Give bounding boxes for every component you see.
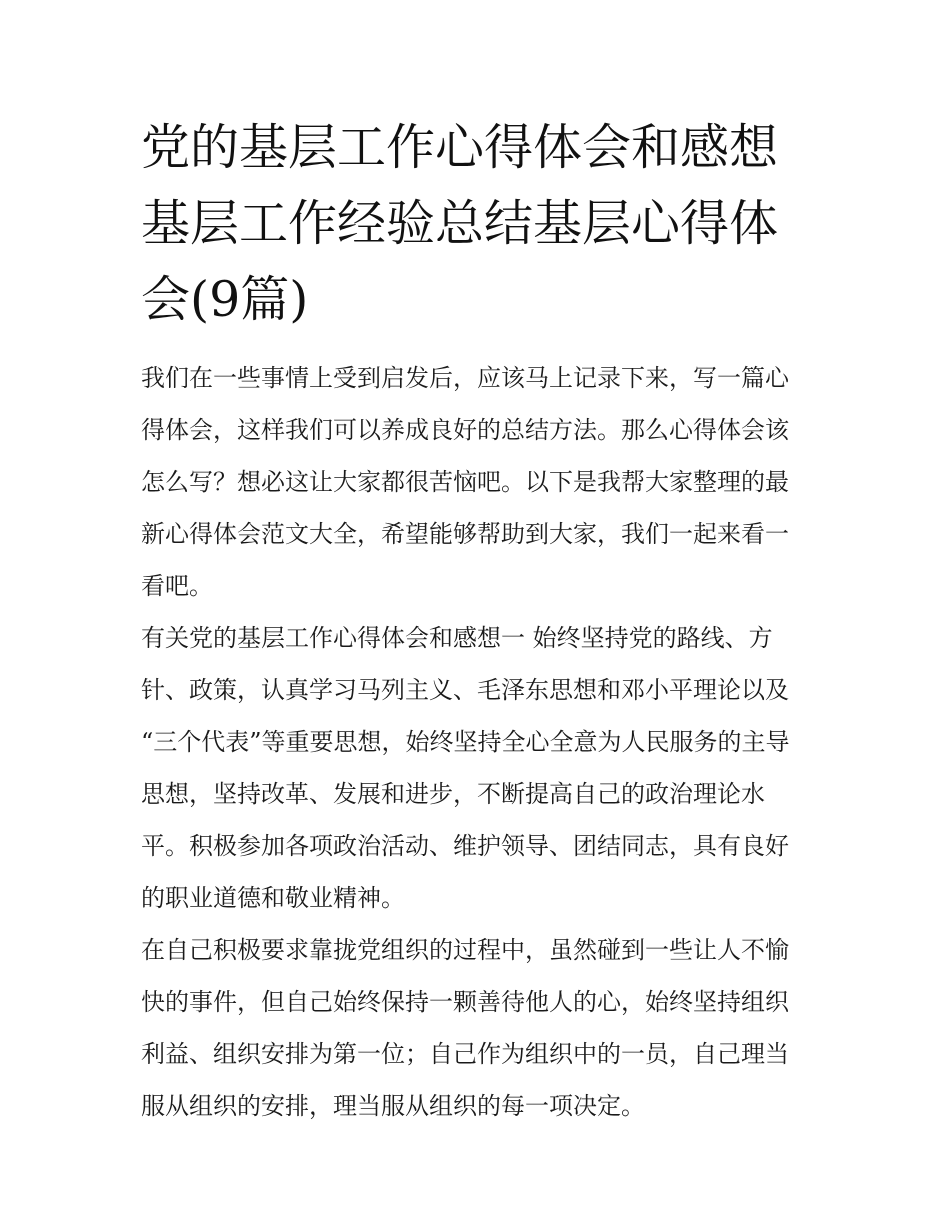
text-line: 有关党的基层工作心得体会和感想一 始终坚持党的路线、方 <box>141 624 773 652</box>
text-line: 看吧。 <box>141 572 213 600</box>
text-line: 我们在一些事情上受到启发后，应该马上记录下来，写一篇心 <box>141 364 789 392</box>
text-line: 思想，坚持改革、发展和进步，不断提高自己的政治理论水 <box>141 780 765 808</box>
text-line: 的职业道德和敬业精神。 <box>141 884 405 912</box>
document-title <box>141 110 813 338</box>
text-line: 针、政策，认真学习马列主义、毛泽东思想和邓小平理论以及 <box>141 676 789 704</box>
text-line: 在自己积极要求靠拢党组织的过程中，虽然碰到一些让人不愉 <box>141 936 789 964</box>
text-line: 利益、组织安排为第一位；自己作为组织中的一员，自己理当 <box>141 1040 789 1068</box>
text-line: 快的事件，但自己始终保持一颗善待他人的心，始终坚持组织 <box>141 988 789 1016</box>
document-page <box>141 110 813 1132</box>
title-line: 党的基层工作心得体会和感想 <box>141 119 779 176</box>
document-body <box>141 352 813 1132</box>
title-line: 基层工作经验总结基层心得体 <box>141 195 779 252</box>
text-line: 怎么写？想必这让大家都很苦恼吧。以下是我帮大家整理的最 <box>141 468 789 496</box>
text-line: 平。积极参加各项政治活动、维护领导、团结同志，具有良好 <box>141 832 789 860</box>
text-line: “三个代表”等重要思想，始终坚持全心全意为人民服务的主导 <box>141 728 790 756</box>
title-line: 会(9篇) <box>141 271 309 328</box>
body-paragraph-1 <box>141 612 813 924</box>
body-paragraph-2 <box>141 924 813 1132</box>
intro-paragraph <box>141 352 813 612</box>
text-line: 得体会，这样我们可以养成良好的总结方法。那么心得体会该 <box>141 416 789 444</box>
text-line: 服从组织的安排，理当服从组织的每一项决定。 <box>141 1092 645 1120</box>
text-line: 新心得体会范文大全，希望能够帮助到大家，我们一起来看一 <box>141 520 789 548</box>
